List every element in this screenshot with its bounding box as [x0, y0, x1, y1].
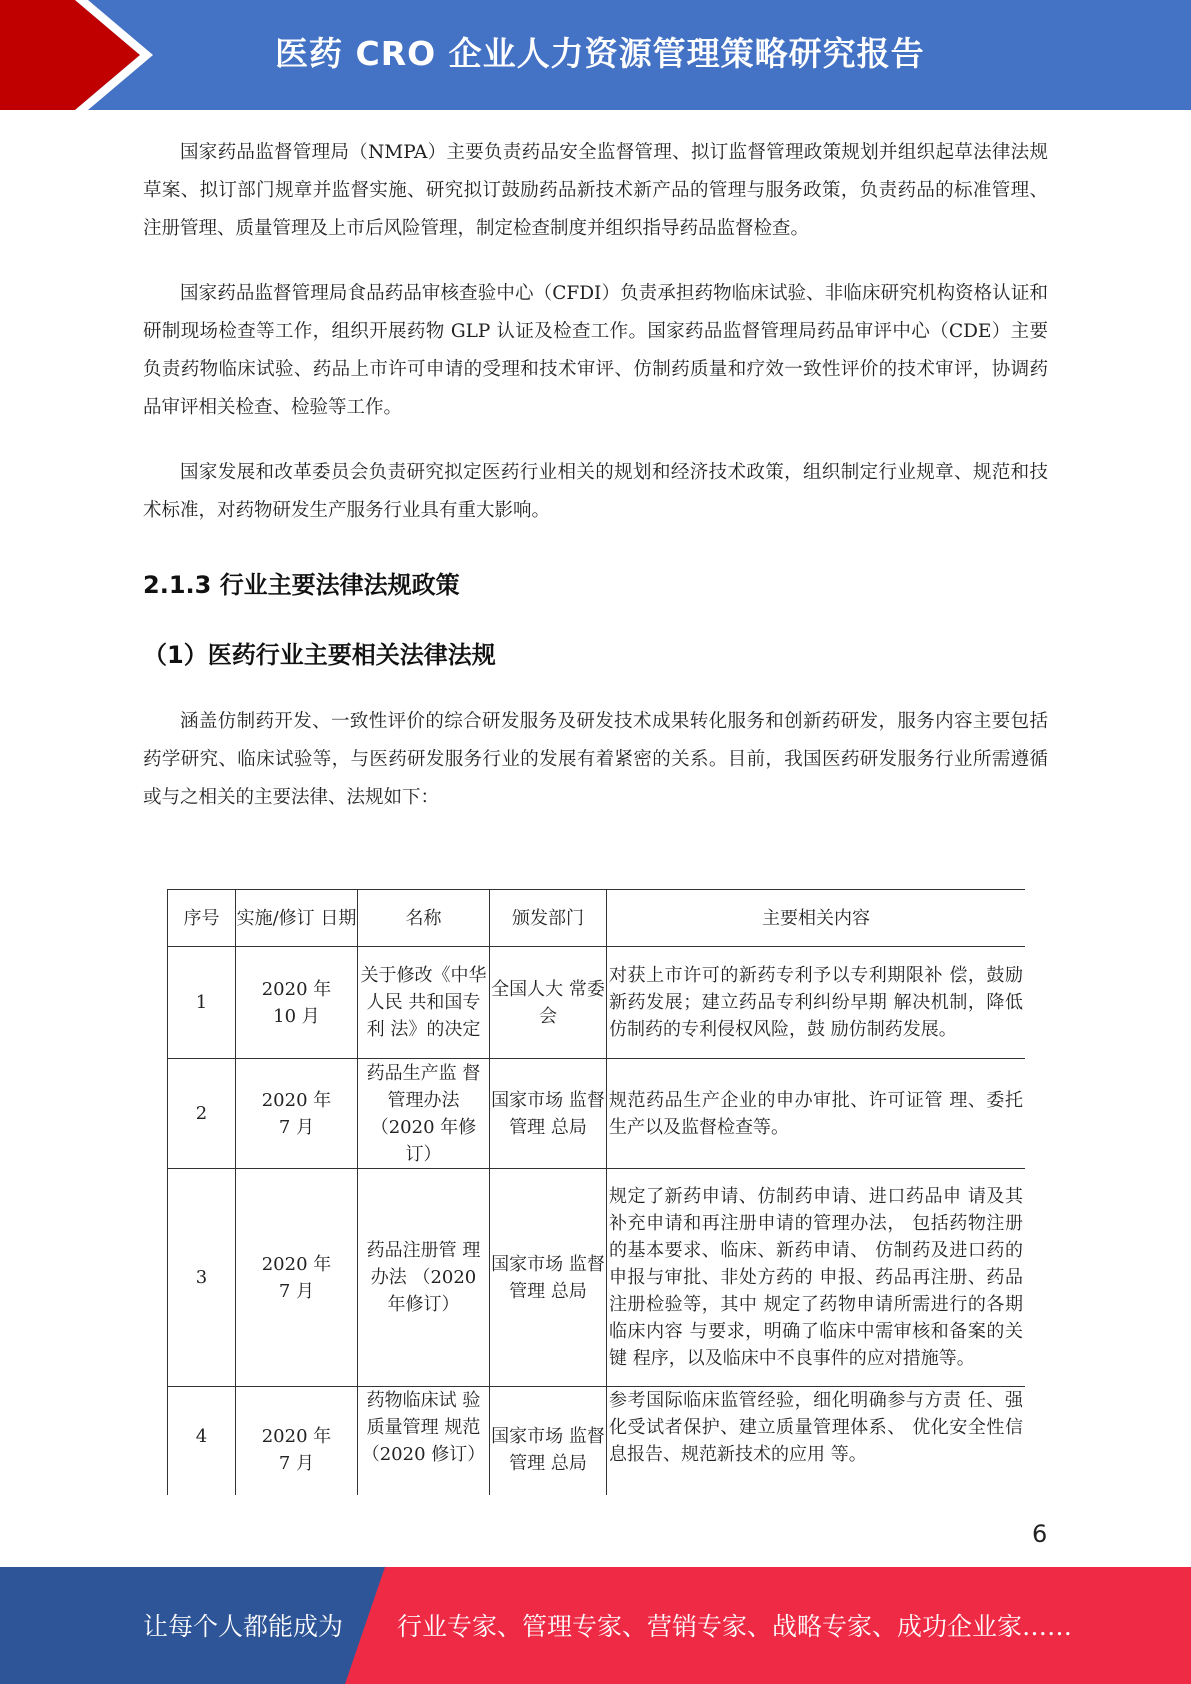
- footer-slogan-left: 让每个人都能成为: [143, 1612, 344, 1641]
- cell-date-year: 2020 年: [261, 1426, 332, 1447]
- page-number: 6: [1032, 1520, 1048, 1548]
- cell-date: [236, 1169, 358, 1387]
- cell-name: 药物临床试 验质量管理 规范（2020 修订）: [358, 1387, 490, 1496]
- cell-date-year: 2020 年: [261, 1253, 332, 1275]
- table-row: [168, 1387, 1026, 1496]
- header-title: 医药 CRO 企业人力资源管理策略研究报告: [275, 34, 925, 73]
- table-header-row: [168, 890, 1026, 947]
- cell-dept: 国家市场 监督管理 总局: [490, 1169, 607, 1387]
- cell-date-month: 7 月: [278, 1453, 315, 1474]
- cell-date-month: 7 月: [278, 1280, 315, 1302]
- cell-date-year: 2020 年: [261, 1089, 332, 1111]
- regulations-table-container: [167, 889, 1025, 1495]
- section-heading: 2.1.3 行业主要法律法规政策: [143, 571, 460, 599]
- paragraph-cfdi-cde: 国家药品监督管理局食品药品审核查验中心（CFDI）负责承担药物临床试验、非临床研究机构资格认证和研制现场检查等工作，组织开展药物 GLP 认证及检查工作。国家药品监督管理局药品审评中心（CDE）主要负责药物临床试验、药品上市许可申请的受理和技术审评、仿制药质量和疗效一致性评价的技术审评，协调药品审评相关检查、检验等工作。: [143, 283, 1048, 418]
- cell-dept: 国家市场 监督管理 总局: [490, 1387, 607, 1496]
- header-date: 实施/修订 日期: [236, 890, 358, 947]
- subsection-heading: （1）医药行业主要相关法律法规: [143, 641, 496, 669]
- header-content: 主要相关内容: [607, 890, 1026, 947]
- cell-content: 对获上市许可的新药专利予以专利期限补 偿，鼓励新药发展；建立药品专利纠纷早期 解决机制，降低仿制药的专利侵权风险，鼓 励仿制药发展。: [607, 947, 1026, 1059]
- footer-slogan-right: 行业专家、管理专家、营销专家、战略专家、成功企业家……: [397, 1612, 1073, 1641]
- cell-date-month: 10 月: [273, 1005, 320, 1027]
- paragraph-ndrc: 国家发展和改革委员会负责研究拟定医药行业相关的规划和经济技术政策，组织制定行业规章、规范和技术标准，对药物研发生产服务行业具有重大影响。: [143, 462, 1048, 521]
- page-header: [0, 0, 1191, 110]
- cell-content: 规范药品生产企业的申办审批、许可证管 理、委托生产以及监督检查等。: [607, 1059, 1026, 1169]
- cell-no: 4: [168, 1387, 236, 1496]
- cell-dept: 国家市场 监督管理 总局: [490, 1059, 607, 1169]
- cell-no: 1: [168, 947, 236, 1059]
- cell-no: 3: [168, 1169, 236, 1387]
- cell-dept: 全国人大 常委会: [490, 947, 607, 1059]
- table-row: [168, 947, 1026, 1059]
- header-no: 序号: [168, 890, 236, 947]
- header-dept: 颁发部门: [490, 890, 607, 947]
- cell-date: [236, 1059, 358, 1169]
- table-row: [168, 1169, 1026, 1387]
- cell-date: [236, 947, 358, 1059]
- table-row: [168, 1059, 1026, 1169]
- document-body: [143, 134, 1048, 844]
- cell-date-year: 2020 年: [261, 978, 332, 1000]
- cell-name: 关于修改《中华人民 共和国专利 法》的决定: [358, 947, 490, 1059]
- paragraph-nmpa: 国家药品监督管理局（NMPA）主要负责药品安全监督管理、拟订监督管理政策规划并组织起草法律法规草案、拟订部门规章并监督实施、研究拟订鼓励药品新技术新产品的管理与服务政策，负责药品的标准管理、注册管理、质量管理及上市后风险管理，制定检查制度并组织指导药品监督检查。: [143, 142, 1048, 239]
- cell-name: 药品生产监 督管理办法 （2020 年修订）: [358, 1059, 490, 1169]
- cell-date-month: 7 月: [278, 1116, 315, 1138]
- cell-date: [236, 1387, 358, 1496]
- page-footer: [0, 1567, 1191, 1684]
- regulations-table: [167, 889, 1025, 1495]
- paragraph-intro: 涵盖仿制药开发、一致性评价的综合研发服务及研发技术成果转化服务和创新药研发，服务内容主要包括药学研究、临床试验等，与医药研发服务行业的发展有着紧密的关系。目前，我国医药研发服务行业所需遵循或与之相关的主要法律、法规如下：: [143, 711, 1048, 808]
- cell-no: 2: [168, 1059, 236, 1169]
- header-name: 名称: [358, 890, 490, 947]
- cell-content: 参考国际临床监管经验，细化明确参与方责 任、强化受试者保护、建立质量管理体系、 优化安全性信息报告、规范新技术的应用 等。: [607, 1387, 1026, 1496]
- cell-name: 药品注册管 理办法 （2020 年修订）: [358, 1169, 490, 1387]
- cell-content: 规定了新药申请、仿制药申请、进口药品申 请及其补充申请和再注册申请的管理办法， 包括药物注册的基本要求、临床、新药申请、 仿制药及进口药的申报与审批、非处方药的 申报、药品再注册、药品注册检验等，其中 规定了药物申请所需进行的各期临床内容 与要求，明确了临床中需审核和备案的关键 程序，以及临床中不良事件的应对措施等。: [607, 1169, 1026, 1387]
